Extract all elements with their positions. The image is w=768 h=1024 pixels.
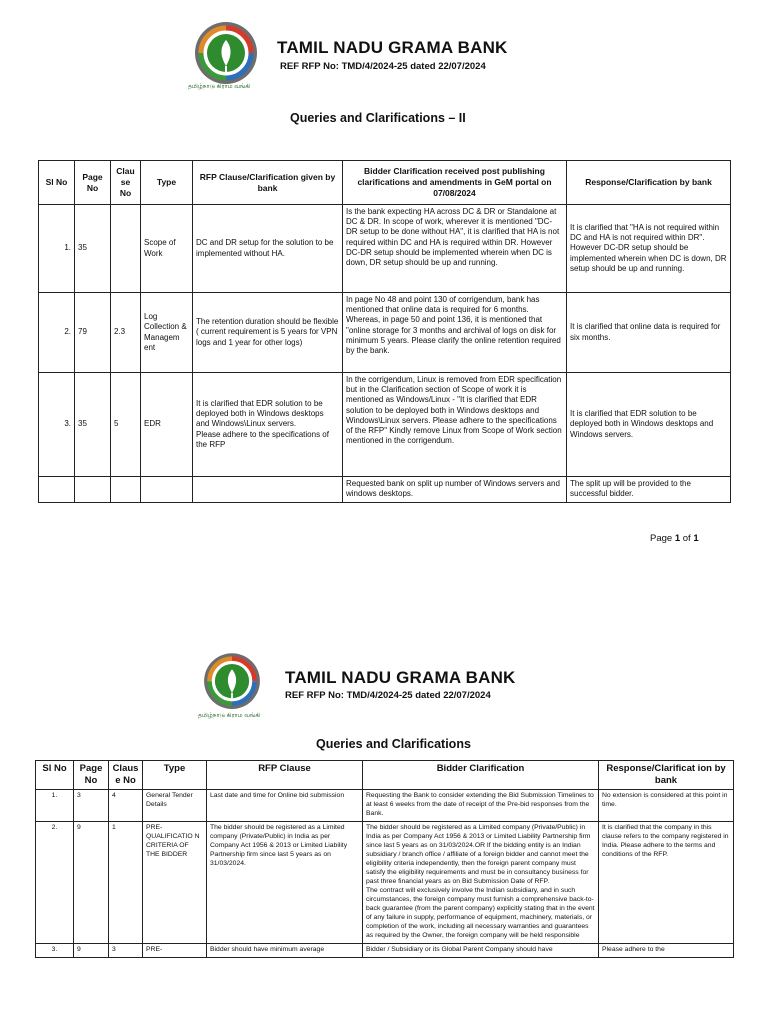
col-header-rfp-clause: RFP Clause/Clarification given by bank: [193, 161, 343, 205]
document-title: Queries and Clarifications – II: [290, 111, 466, 125]
gear-emblem-icon: [195, 22, 257, 84]
cell-sl: 1.: [39, 205, 75, 293]
cell-clause: 2.3: [111, 293, 141, 373]
col-header-bidder-clarification: Bidder Clarification received post publishing clarifications and amendments in GeM portal on 07/08/2024: [343, 161, 567, 205]
page-number: [650, 533, 699, 544]
bank-name-heading: TAMIL NADU GRAMA BANK: [277, 38, 508, 57]
table-header-row: [36, 761, 734, 790]
page-of-label: of: [680, 533, 694, 544]
table-row: [36, 790, 734, 822]
col-header-type: Type: [143, 761, 207, 790]
document-title: Queries and Clarifications: [316, 737, 471, 751]
cell-sl: 1.: [36, 790, 74, 822]
cell-bidder-clarification: Bidder / Subsidiary or its Global Parent Company should have: [363, 943, 599, 957]
cell-type: EDR: [141, 373, 193, 477]
cell-rfp-clause: It is clarified that EDR solution to be deployed both in Windows desktops and Windows\Linux servers. Please adhere to the specifications of the RFP: [193, 373, 343, 477]
cell-page: 35: [75, 373, 111, 477]
bank-logo: [186, 20, 266, 88]
cell-rfp-clause: The retention duration should be flexible ( current requirement is 5 years for VPN logs and 1 year for other logs): [193, 293, 343, 373]
cell-page: 9: [74, 943, 109, 957]
cell-rfp-clause: Last date and time for Online bid submission: [207, 790, 363, 822]
table-row-split-up: [39, 477, 731, 503]
col-header-type: Type: [141, 161, 193, 205]
page-label: Page: [650, 533, 675, 544]
cell-page: 35: [75, 205, 111, 293]
cell-sl: 2.: [36, 822, 74, 944]
cell-bidder-clarification: Requesting the Bank to consider extending the Bid Submission Timelines to at least 6 weeks from the date of receipt of the Pre-bid responses from the Bank.: [363, 790, 599, 822]
document-page-2: [0, 580, 768, 1024]
cell-clause-empty: [111, 477, 141, 503]
cell-bidder-clarification: The bidder should be registered as a Limited company (Private/Public) in India as per Company Act 1956 & 2013 or Limited Liability Partnership firm since last 5 years as on 31/03/2024.OR If the bidding entity is an Indian subsidiary / branch office / affiliate of a foreign bidder and cannot meet the eligibility criteria independently, then the foreign parent company must satisfy the eligibility requirements and must be in consultancy business for past three financial years as on Bid Submission Date of RFP. The contract will exclusively involve the Indian subsidiary, and in such circumstances, the foreign company must furnish a comprehensive back-to-back guarantee (from the parent company) explicitly stating that in the event of any failure in supply, performance of equipment, machinery, materials, or completion of the work, including all necessary warranties and guarantees as required by the Owner, the foreign company will be held responsible: [363, 822, 599, 944]
table-row: [39, 373, 731, 477]
cell-rfp-empty: [193, 477, 343, 503]
cell-page-empty: [75, 477, 111, 503]
page-current: 1: [674, 533, 681, 544]
cell-response: It is clarified that EDR solution to be deployed both in Windows desktops and Windows servers.: [567, 373, 731, 477]
cell-rfp-clause: Bidder should have minimum average: [207, 943, 363, 957]
clarifications-table-2: [35, 760, 734, 958]
cell-type-empty: [141, 477, 193, 503]
cell-bidder-clarification: In the corrigendum, Linux is removed from EDR specification but in the Clarification section of Scope of work it is mentioned as Windows/Linux - "It is clarified that EDR solution to be deployed both in Windows desktops and Windows\Linux servers. Please adhere to the specifications of the RFP" Kindly remove Linux from Scope of Work section mentioned in the corrigendum.: [343, 373, 567, 477]
cell-response: It is clarified that the company in this clause refers to the company registered in India. Please adhere to the terms and conditions of the RFP.: [599, 822, 734, 944]
cell-clause: 5: [111, 373, 141, 477]
col-header-rfp-clause: RFP Clause: [207, 761, 363, 790]
cell-response: It is clarified that online data is required for six months.: [567, 293, 731, 373]
col-header-sl: Sl No: [39, 161, 75, 205]
cell-rfp-clause: The bidder should be registered as a Limited company (Private/Public) in India as per Company Act 1956 & 2013 or Limited Liability Partnership firm since last 5 years as on 31/03/2024.: [207, 822, 363, 944]
page-total: 1: [693, 533, 699, 544]
col-header-bidder-clarification: Bidder Clarification: [363, 761, 599, 790]
table-row: [39, 205, 731, 293]
logo-tamil-caption: தமிழ்நாடு கிராம வங்கி: [198, 713, 261, 719]
bank-name-heading: TAMIL NADU GRAMA BANK: [285, 668, 516, 687]
cell-response: It is clarified that "HA is not required within DC and HA is not required within DR". However DC-DR setup should be implemented wherein when DC is down, DR setup should be up and running.: [567, 205, 731, 293]
col-header-clause: Claus e No: [109, 761, 143, 790]
cell-response: No extension is considered at this point in time.: [599, 790, 734, 822]
col-header-clause: Clau se No: [111, 161, 141, 205]
clarifications-table-1: [38, 160, 731, 503]
table-row: [36, 822, 734, 944]
cell-response: Please adhere to the: [599, 943, 734, 957]
col-header-sl: Sl No: [36, 761, 74, 790]
col-header-page: Page No: [74, 761, 109, 790]
cell-clause: 1: [109, 822, 143, 944]
cell-sl: 3.: [36, 943, 74, 957]
cell-sl: 2.: [39, 293, 75, 373]
cell-type: PRE-: [143, 943, 207, 957]
table-row: [39, 293, 731, 373]
cell-clause: [111, 205, 141, 293]
rfp-reference: REF RFP No: TMD/4/2024-25 dated 22/07/2024: [280, 61, 486, 72]
cell-page: 3: [74, 790, 109, 822]
col-header-response: Response/Clarificat ion by bank: [599, 761, 734, 790]
cell-response: The split up will be provided to the successful bidder.: [567, 477, 731, 503]
cell-page: 9: [74, 822, 109, 944]
cell-bidder-clarification: In page No 48 and point 130 of corrigendum, bank has mentioned that online data is required for 6 months. Whereas, in page 50 and point 136, it is mentioned that "online storage for 3 months and archival of logs on disk for minimum 5 years. Please clarify the online retention required by the bank.: [343, 293, 567, 373]
gear-emblem-icon: [204, 653, 260, 709]
cell-rfp-clause: DC and DR setup for the solution to be implemented without HA.: [193, 205, 343, 293]
col-header-page: Page No: [75, 161, 111, 205]
cell-bidder-clarification: Requested bank on split up number of Windows servers and windows desktops.: [343, 477, 567, 503]
cell-type: Log Collection & Managem ent: [141, 293, 193, 373]
cell-clause: 3: [109, 943, 143, 957]
table-header-row: [39, 161, 731, 205]
cell-page: 79: [75, 293, 111, 373]
cell-type: Scope of Work: [141, 205, 193, 293]
cell-bidder-clarification: Is the bank expecting HA across DC & DR or Standalone at DC & DR. In scope of work, wherever it is mentioned "DC-DR setup to be done without HA", it is clarified that HA is not required within DC and HA is required within DR. However DC-DR setup should be implemented wherein when DC is down, DR setup should be up and running.: [343, 205, 567, 293]
cell-sl: 3.: [39, 373, 75, 477]
logo-tamil-caption: தமிழ்நாடு கிராம வங்கி: [188, 84, 251, 90]
col-header-response: Response/Clarification by bank: [567, 161, 731, 205]
table-row: [36, 943, 734, 957]
rfp-reference: REF RFP No: TMD/4/2024-25 dated 22/07/2024: [285, 690, 491, 701]
cell-clause: 4: [109, 790, 143, 822]
cell-type: PRE-QUALIFICATIO N CRITERIA OF THE BIDDER: [143, 822, 207, 944]
cell-type: General Tender Details: [143, 790, 207, 822]
cell-sl-empty: [39, 477, 75, 503]
bank-logo: [196, 650, 268, 719]
